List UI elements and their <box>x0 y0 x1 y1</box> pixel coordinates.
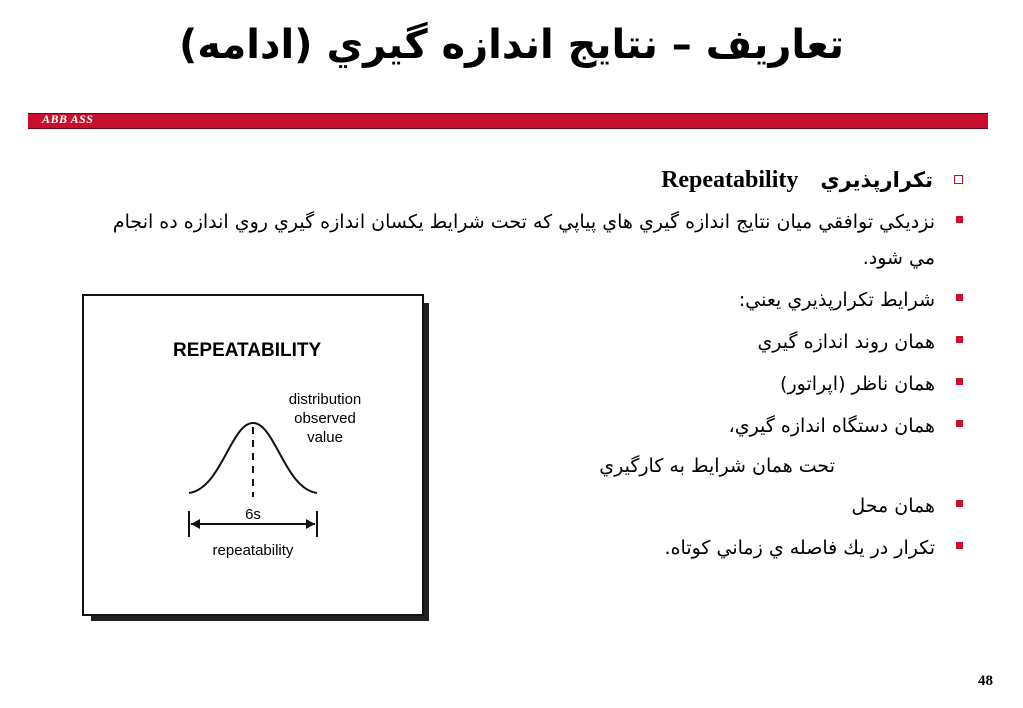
title-divider-bar <box>28 113 988 129</box>
section-heading <box>83 162 963 198</box>
list-item-text: نزديكي توافقي ميان نتايج اندازه گيري هاي پياپي كه تحت شرايط يكسان اندازه گيري روي اندازه ده انجام مي شود. <box>112 211 935 269</box>
page-number: 48 <box>978 673 993 689</box>
hollow-square-bullet-icon <box>954 175 963 184</box>
heading-english: Repeatability <box>661 167 799 193</box>
sigma-label: 6s <box>245 506 261 523</box>
distribution-label: distribution <box>288 391 362 408</box>
list-item-text: همان دستگاه اندازه گيري، <box>728 415 935 437</box>
square-bullet-icon <box>956 378 963 385</box>
list-item-text: شرايط تكرارپذيري يعني: <box>738 289 935 311</box>
list-item-text: همان محل <box>851 495 935 517</box>
repeatability-figure <box>81 293 433 625</box>
square-bullet-icon <box>956 420 963 427</box>
list-item-text: تكرار در يك فاصله ي زماني كوتاه. <box>664 537 935 559</box>
repeatability-axis-label: repeatability <box>212 542 294 559</box>
list-item-text: تحت همان شرايط به كارگيري <box>599 455 835 477</box>
figure-title: REPEATABILITY <box>173 340 322 361</box>
observed-label: observed <box>294 410 356 427</box>
list-item-text: همان ناظر (اپراتور) <box>780 373 935 395</box>
repeatability-diagram <box>81 293 433 625</box>
logo-text: ABB ASS <box>42 112 94 126</box>
list-item <box>83 204 963 276</box>
square-bullet-icon <box>956 216 963 223</box>
square-bullet-icon <box>956 500 963 507</box>
square-bullet-icon <box>956 294 963 301</box>
heading-persian: تكرارپذيري <box>820 168 933 192</box>
square-bullet-icon <box>956 542 963 549</box>
page-title: تعاريف – نتايج اندازه گيري (ادامه) <box>179 22 844 68</box>
square-bullet-icon <box>956 336 963 343</box>
value-label: value <box>307 429 343 446</box>
list-item-text: همان روند اندازه گيري <box>757 331 935 353</box>
